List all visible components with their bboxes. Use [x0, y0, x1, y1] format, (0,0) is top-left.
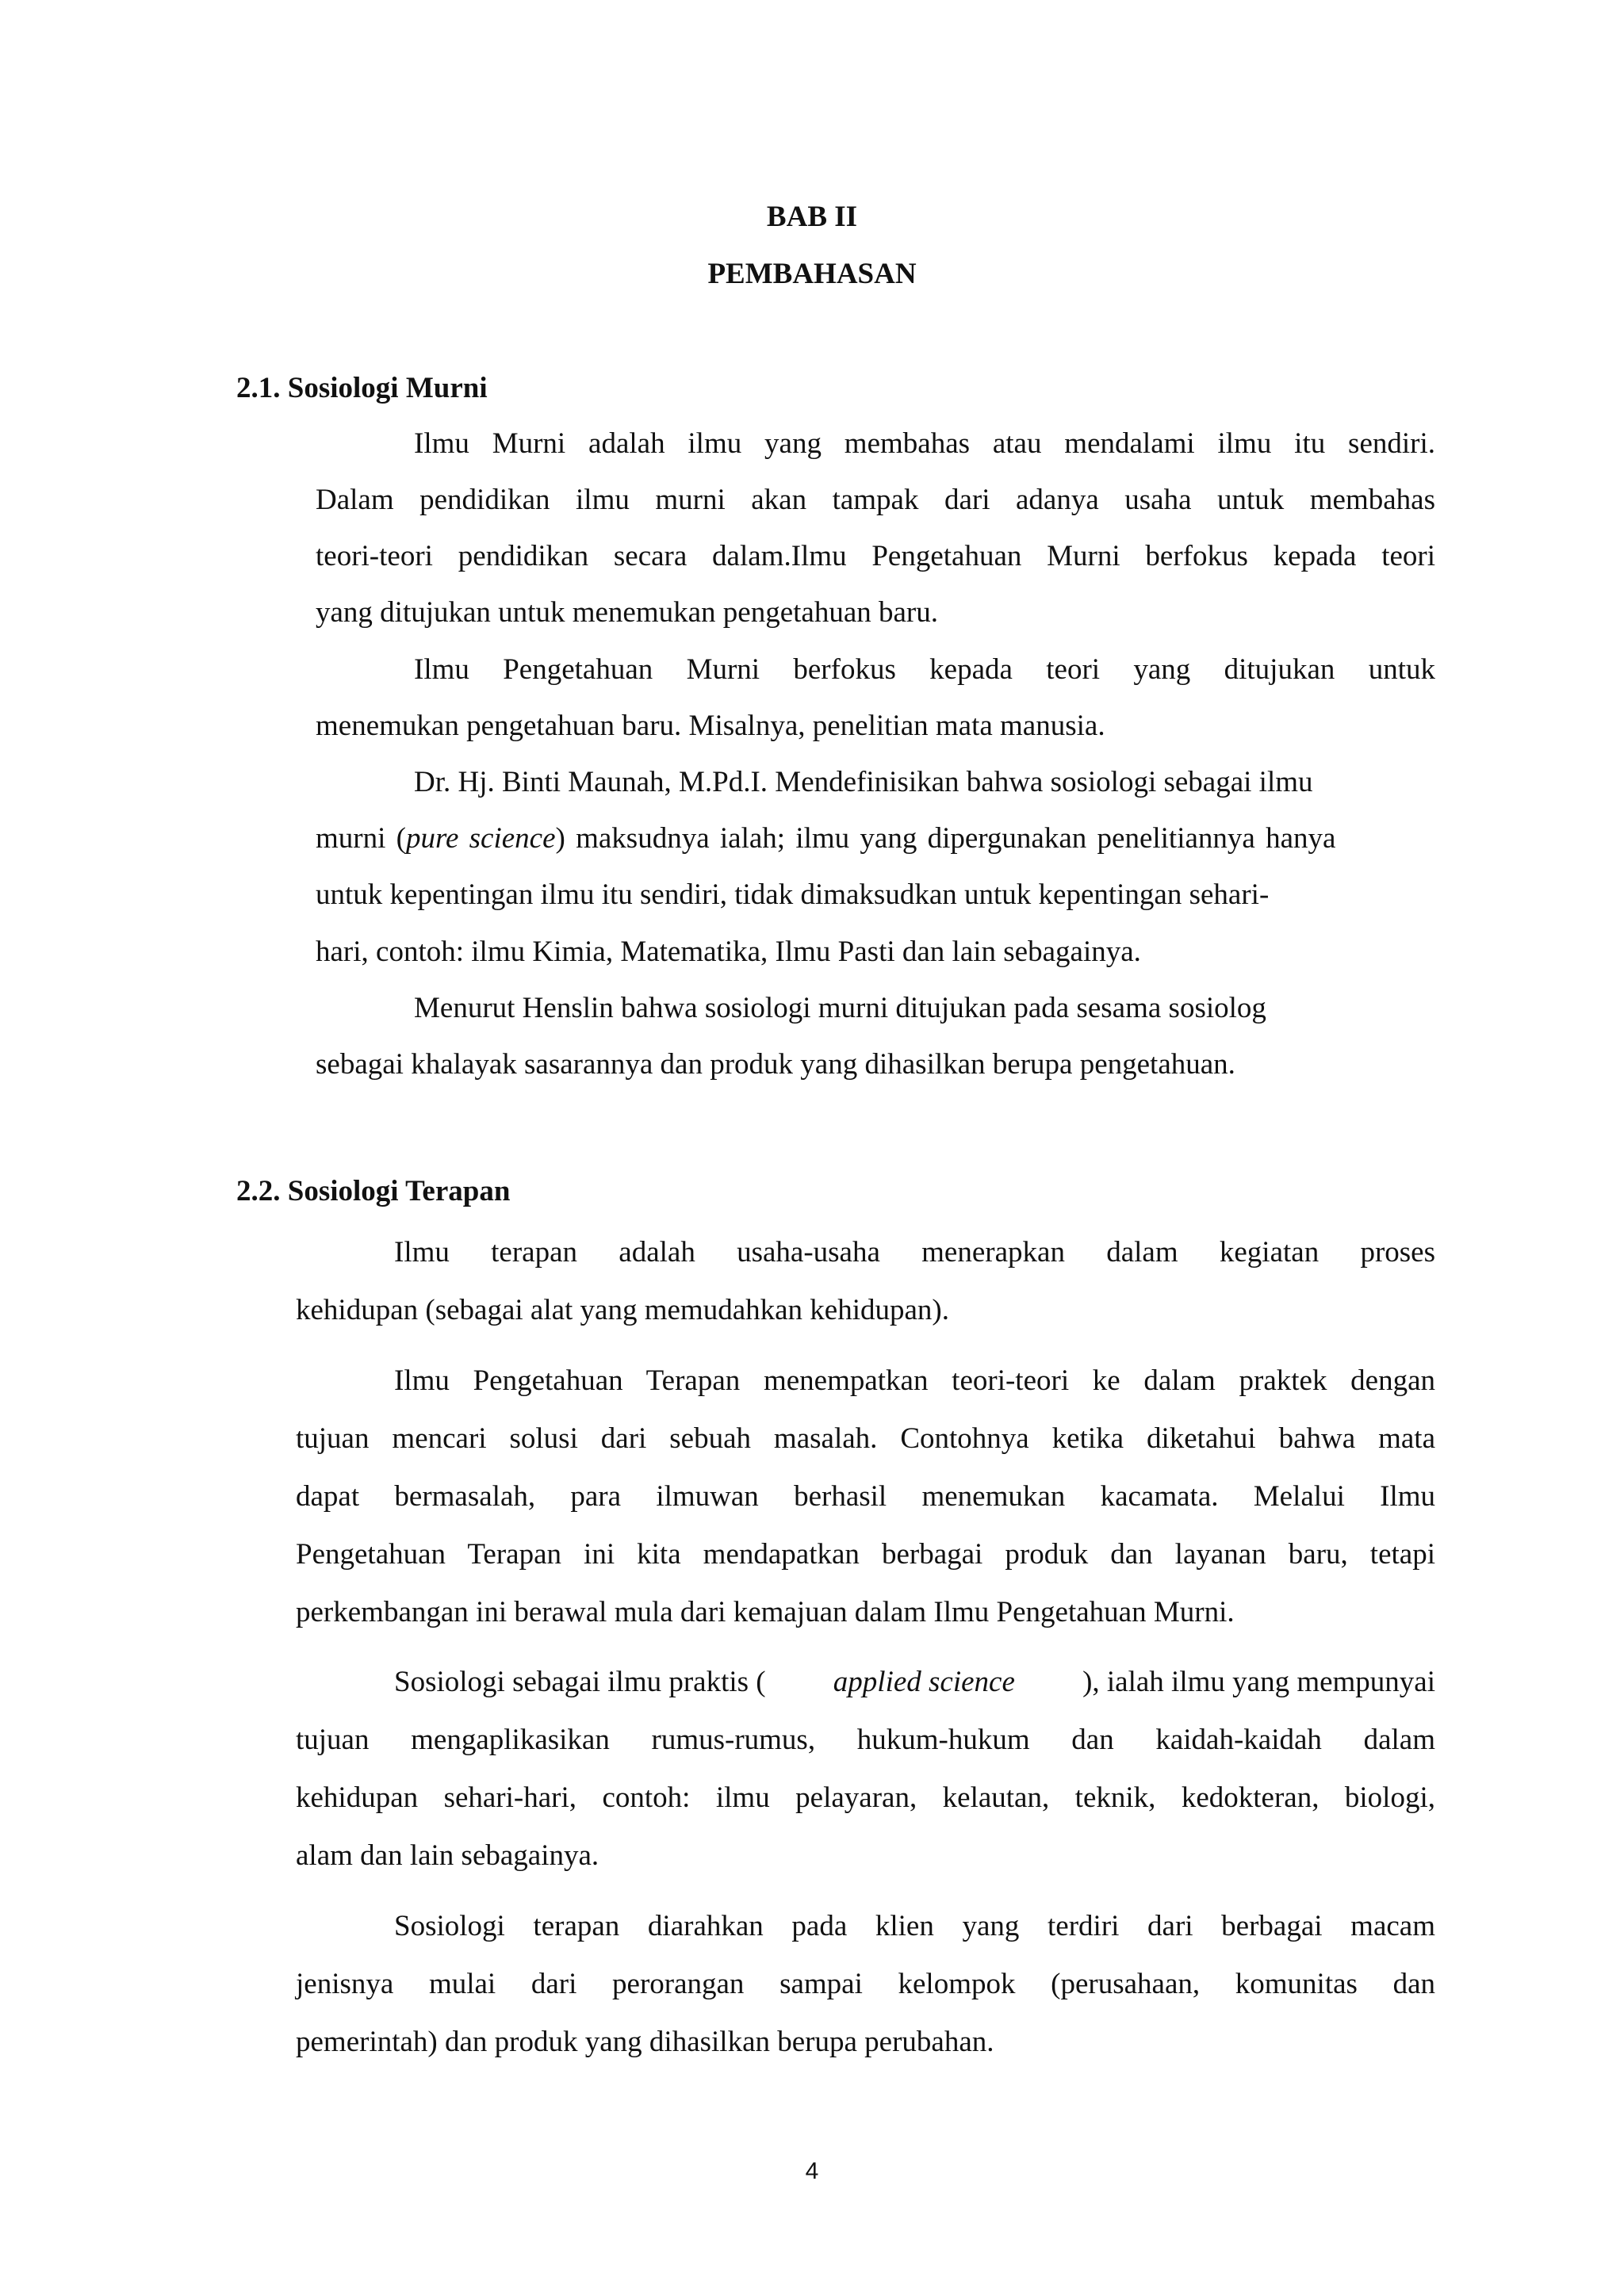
body-text: murni (: [316, 822, 406, 855]
body-line: kehidupan (sebagai alat yang memudahkan kehidupan).: [296, 1294, 949, 1326]
chapter-number: BAB II: [766, 201, 858, 233]
body-line: menemukan pengetahuan baru. Misalnya, penelitian mata manusia.: [316, 710, 1105, 742]
body-line: Ilmu Pengetahuan Terapan menempatkan teori-teori ke dalam praktek dengan: [394, 1364, 1435, 1397]
body-line: Ilmu Murni adalah ilmu yang membahas atau mendalami ilmu itu sendiri.: [414, 427, 1435, 460]
body-line: Ilmu terapan adalah usaha-usaha menerapkan dalam kegiatan proses: [394, 1236, 1435, 1269]
section-heading-2-2: 2.2. Sosiologi Terapan: [236, 1175, 511, 1207]
body-line: yang ditujukan untuk menemukan pengetahuan baru.: [316, 596, 939, 629]
body-line: kehidupan sehari-hari, contoh: ilmu pelayaran, kelautan, teknik, kedokteran, biologi,: [296, 1781, 1435, 1814]
body-line: tujuan mencari solusi dari sebuah masalah. Contohnya ketika diketahui bahwa mata: [296, 1422, 1435, 1455]
body-line: alam dan lain sebagainya.: [296, 1839, 599, 1872]
body-text: ): [555, 822, 565, 855]
body-line: Sosiologi terapan diarahkan pada klien yang terdiri dari berbagai macam: [394, 1910, 1435, 1942]
body-line: Dalam pendidikan ilmu murni akan tampak dari adanya usaha untuk membahas: [316, 484, 1435, 516]
body-line-with-italic: [316, 824, 1335, 853]
italic-term: pure science: [405, 822, 556, 855]
body-line: teori-teori pendidikan secara dalam.Ilmu Pengetahuan Murni berfokus kepada teori: [316, 540, 1435, 572]
body-text: Sosiologi sebagai ilmu praktis (: [394, 1666, 766, 1698]
italic-term: applied science: [833, 1666, 1015, 1698]
body-text: maksudnya ialah; ilmu yang dipergunakan penelitiannya hanya: [576, 822, 1336, 855]
body-line: jenisnya mulai dari perorangan sampai kelompok (perusahaan, komunitas dan: [296, 1968, 1435, 2000]
body-line: dapat bermasalah, para ilmuwan berhasil menemukan kacamata. Melalui Ilmu: [296, 1480, 1435, 1513]
body-line: sebagai khalayak sasarannya dan produk yang dihasilkan berupa pengetahuan.: [316, 1048, 1235, 1081]
body-line: Pengetahuan Terapan ini kita mendapatkan berbagai produk dan layanan baru, tetapi: [296, 1538, 1435, 1571]
section-heading-2-1: 2.1. Sosiologi Murni: [236, 372, 488, 404]
page-number: 4: [805, 2158, 819, 2184]
body-line: untuk kepentingan ilmu itu sendiri, tidak dimaksudkan untuk kepentingan sehari-: [316, 878, 1270, 911]
body-line: hari, contoh: ilmu Kimia, Matematika, Ilmu Pasti dan lain sebagainya.: [316, 936, 1141, 968]
body-line: perkembangan ini berawal mula dari kemajuan dalam Ilmu Pengetahuan Murni.: [296, 1596, 1235, 1628]
body-line: Menurut Henslin bahwa sosiologi murni ditujukan pada sesama sosiolog: [414, 992, 1266, 1024]
body-line: Dr. Hj. Binti Maunah, M.Pd.I. Mendefinisikan bahwa sosiologi sebagai ilmu: [414, 766, 1313, 798]
body-line: Ilmu Pengetahuan Murni berfokus kepada teori yang ditujukan untuk: [414, 653, 1435, 686]
body-text: ), ialah ilmu yang mempunyai: [1082, 1666, 1435, 1698]
chapter-title: PEMBAHASAN: [707, 258, 917, 290]
body-line-with-italic: [394, 1667, 1435, 1697]
body-line: tujuan mengaplikasikan rumus-rumus, hukum-hukum dan kaidah-kaidah dalam: [296, 1724, 1435, 1756]
body-line: pemerintah) dan produk yang dihasilkan berupa perubahan.: [296, 2026, 994, 2058]
